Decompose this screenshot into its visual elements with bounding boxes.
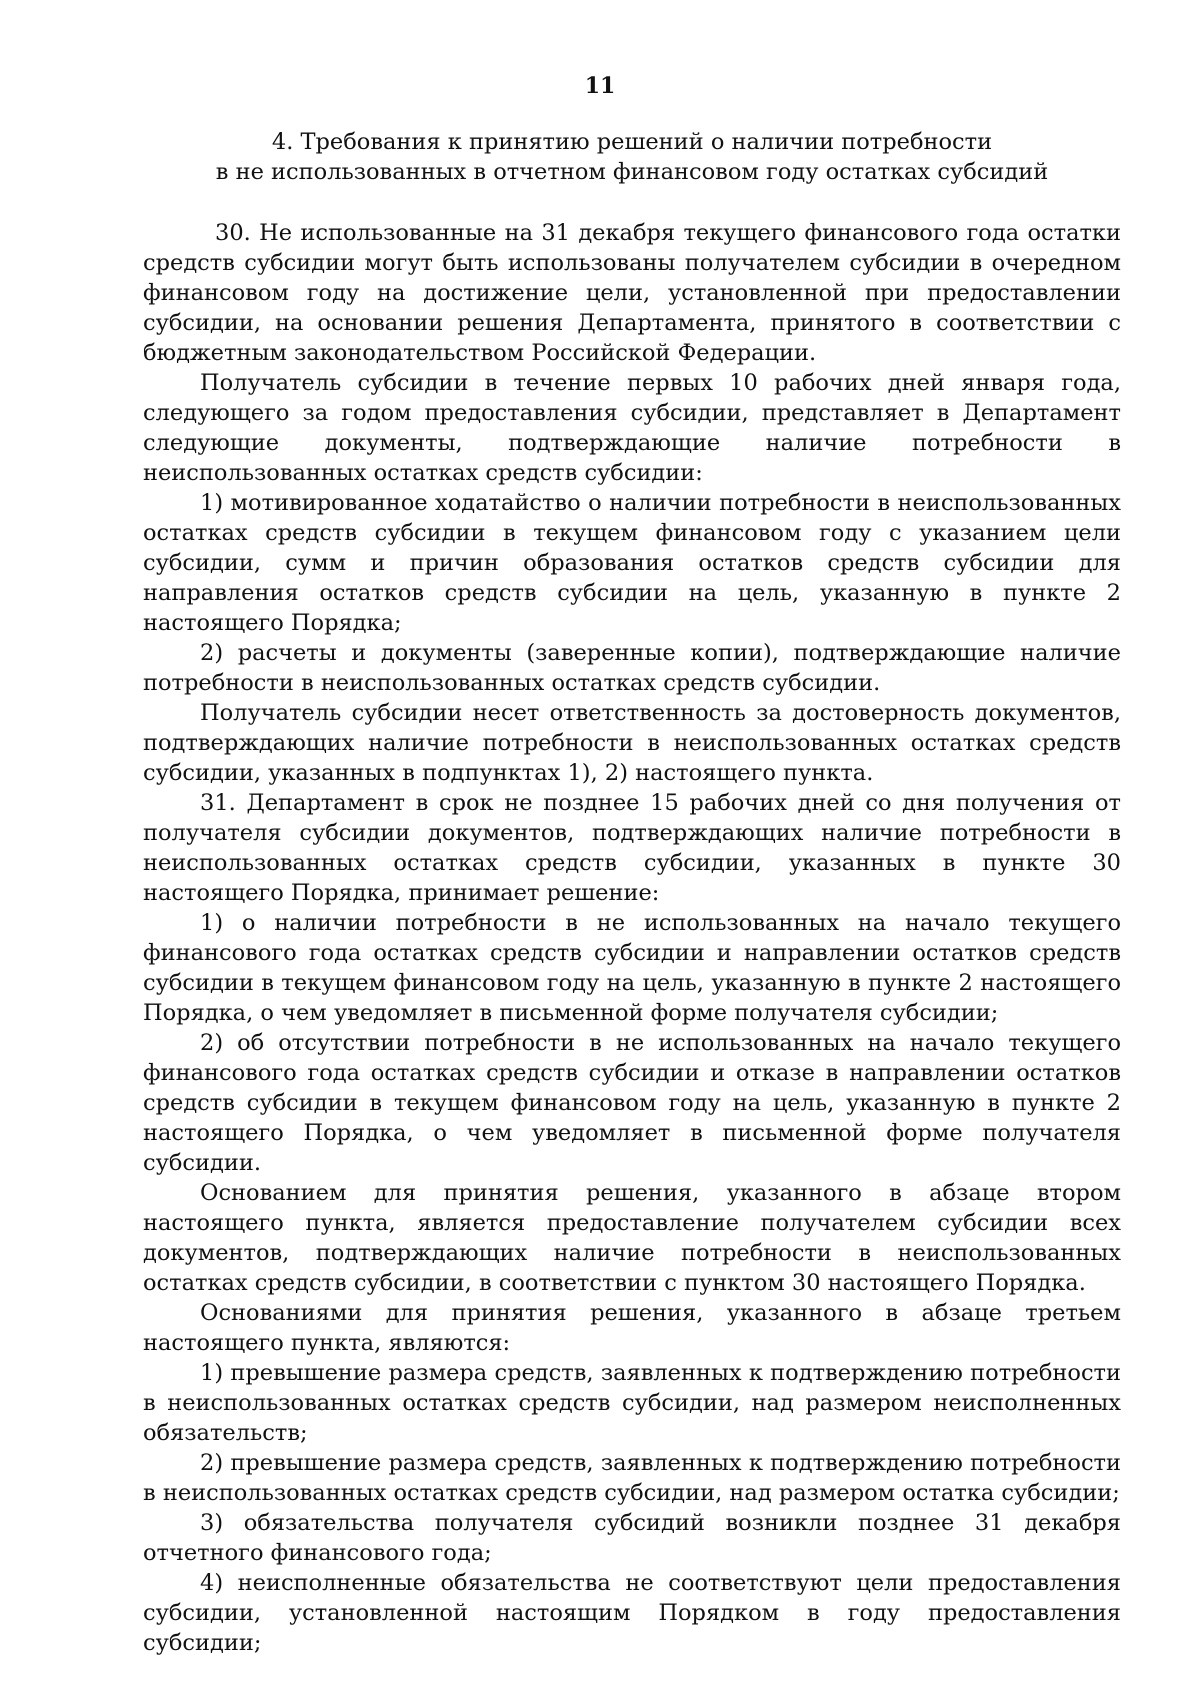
document-body [143,218,1121,1658]
list-item: 1) превышение размера средств, заявленных к подтверждению потребности в неиспользованных остатках средств субсидии, над размером неисполненных обязательств; [143,1360,1121,1446]
list-item: 2) об отсутствии потребности в не использованных на начало текущего финансового года остатках средств субсидии и отказе в направлении остатков средств субсидии в текущем финансовом году на цель, указанную в пункте 2 настоящего Порядка, о чем уведомляет в письменной форме получателя субсидии. [143,1030,1121,1176]
paragraph: Получатель субсидии в течение первых 10 рабочих дней января года, следующего за годом предоставления субсидии, представляет в Департамент следующие документы, подтверждающие наличие потребности в неиспользованных остатках средств субсидии: [143,370,1121,486]
list-item: 1) о наличии потребности в не использованных на начало текущего финансового года остатках средств субсидии и направлении остатков средств субсидии в текущем финансовом году на цель, указанную в пункте 2 настоящего Порядка, о чем уведомляет в письменной форме получателя субсидии; [143,910,1121,1026]
list-item: 3) обязательства получателя субсидий возникли позднее 31 декабря отчетного финансового года; [143,1510,1121,1566]
paragraph-clause-30: 30. Не использованные на 31 декабря текущего финансового года остатки средств субсидии могут быть использованы получателем субсидии в очередном финансовом году на достижение цели, установленной при предоставлении субсидии, на основании решения Департамента, принятого в соответствии с бюджетным законодательством Российской Федерации. [143,220,1121,366]
list-item: 4) неисполненные обязательства не соответствуют цели предоставления субсидии, установленной настоящим Порядком в году предоставления субсидии; [143,1570,1121,1656]
section-heading [143,127,1121,187]
section-heading-line-2: в не использованных в отчетном финансовом году остатках субсидий [215,159,1049,185]
section-heading-line-1: 4. Требования к принятию решений о наличии потребности [271,129,993,155]
paragraph: Получатель субсидии несет ответственность за достоверность документов, подтверждающих наличие потребности в неиспользованных остатках средств субсидии, указанных в подпунктах 1), 2) настоящего пункта. [143,700,1121,786]
list-item: 2) превышение размера средств, заявленных к подтверждению потребности в неиспользованных остатках средств субсидии, над размером остатка субсидии; [143,1450,1121,1506]
paragraph: Основанием для принятия решения, указанного в абзаце втором настоящего пункта, является предоставление получателем субсидии всех документов, подтверждающих наличие потребности в неиспользованных остатках средств субсидии, в соответствии с пунктом 30 настоящего Порядка. [143,1180,1121,1296]
paragraph-clause-31: 31. Департамент в срок не позднее 15 рабочих дней со дня получения от получателя субсидии документов, подтверждающих наличие потребности в неиспользованных остатках средств субсидии, указанных в пункте 30 настоящего Порядка, принимает решение: [143,790,1121,906]
list-item: 1) мотивированное ходатайство о наличии потребности в неиспользованных остатках средств субсидии в текущем финансовом году с указанием цели субсидии, сумм и причин образования остатков средств субсидии для направления остатков средств субсидии на цель, указанную в пункте 2 настоящего Порядка; [143,490,1121,636]
paragraph: Основаниями для принятия решения, указанного в абзаце третьем настоящего пункта, являются: [143,1300,1121,1356]
list-item: 2) расчеты и документы (заверенные копии), подтверждающие наличие потребности в неиспользованных остатках средств субсидии. [143,640,1121,696]
page-number: 11 [584,73,616,99]
